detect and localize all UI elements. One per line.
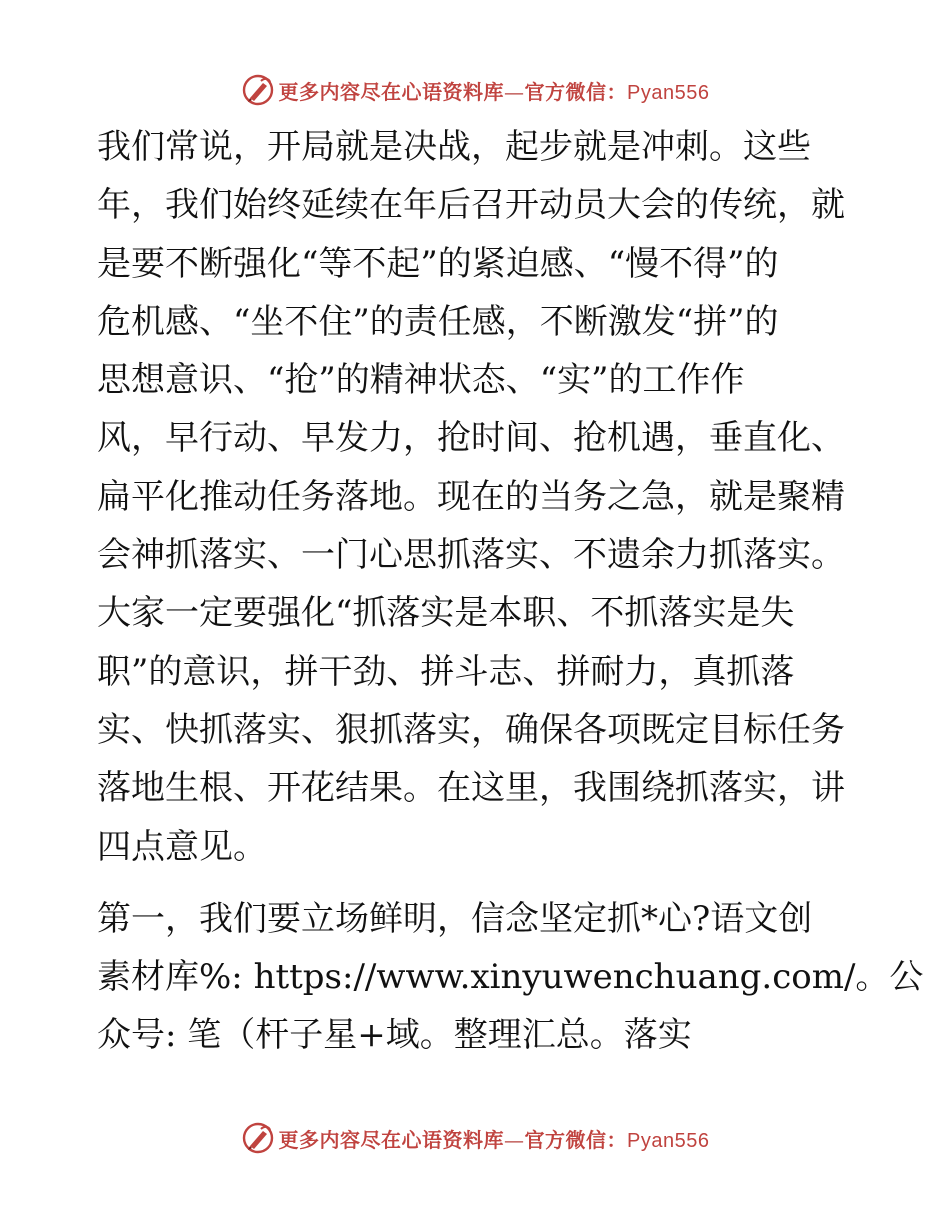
text-line: 风，早行动、早发力，抢时间、抢机遇，垂直化、	[97, 418, 845, 459]
watermark-main: 更多内容尽在心语资料库	[278, 1127, 505, 1152]
text-line: 素材库%: https://www.xinyuwenchuang.com/。公	[97, 957, 924, 998]
text-line: 职”的意识，拼干劲、拼斗志、拼耐力，真抓落	[97, 651, 795, 692]
text-line: 危机感、“坐不住”的责任感，不断激发“拼”的	[97, 301, 779, 342]
footer-watermark	[0, 1118, 950, 1158]
text-line: 众号: 笔（杆子星+域。整理汇总。落实	[97, 1015, 692, 1056]
watermark-dash: —	[504, 1127, 525, 1152]
text-line: 实、快抓落实、狠抓落实，确保各项既定目标任务	[97, 709, 845, 750]
watermark-dash: —	[504, 79, 525, 104]
watermark-wechat-id: Pyan556	[627, 1129, 710, 1152]
text-line: 是要不断强化“等不起”的紧迫感、“慢不得”的	[97, 243, 779, 284]
text-line: 扁平化推动任务落地。现在的当务之急，就是聚精	[97, 476, 845, 517]
watermark-text	[279, 1124, 710, 1153]
watermark-label: 官方微信：	[524, 1127, 628, 1152]
paragraph-2	[97, 890, 924, 1065]
text-line: 思想意识、“抢”的精神状态、“实”的工作作	[97, 360, 745, 401]
text-line: 落地生根、开花结果。在这里，我围绕抓落实，讲	[97, 768, 845, 809]
watermark-wechat-id: Pyan556	[627, 81, 710, 104]
text-line: 第一，我们要立场鲜明，信念坚定抓*心?语文创	[97, 898, 813, 939]
text-line: 会神抓落实、一门心思抓落实、不遗余力抓落实。	[97, 535, 845, 576]
pen-logo-icon	[241, 1121, 275, 1155]
pen-logo-icon	[241, 73, 275, 107]
text-line: 四点意见。	[97, 826, 267, 867]
text-line: 大家一定要强化“抓落实是本职、不抓落实是失	[97, 593, 795, 634]
watermark-text	[279, 76, 710, 105]
text-line: 我们常说，开局就是决战，起步就是冲刺。这些	[97, 127, 811, 167]
watermark-label: 官方微信：	[524, 79, 628, 104]
header-watermark	[0, 70, 950, 110]
paragraph-1	[97, 118, 857, 876]
watermark-main: 更多内容尽在心语资料库	[278, 79, 505, 104]
document-body	[97, 118, 924, 1065]
text-line: 年，我们始终延续在年后召开动员大会的传统，就	[97, 185, 845, 226]
